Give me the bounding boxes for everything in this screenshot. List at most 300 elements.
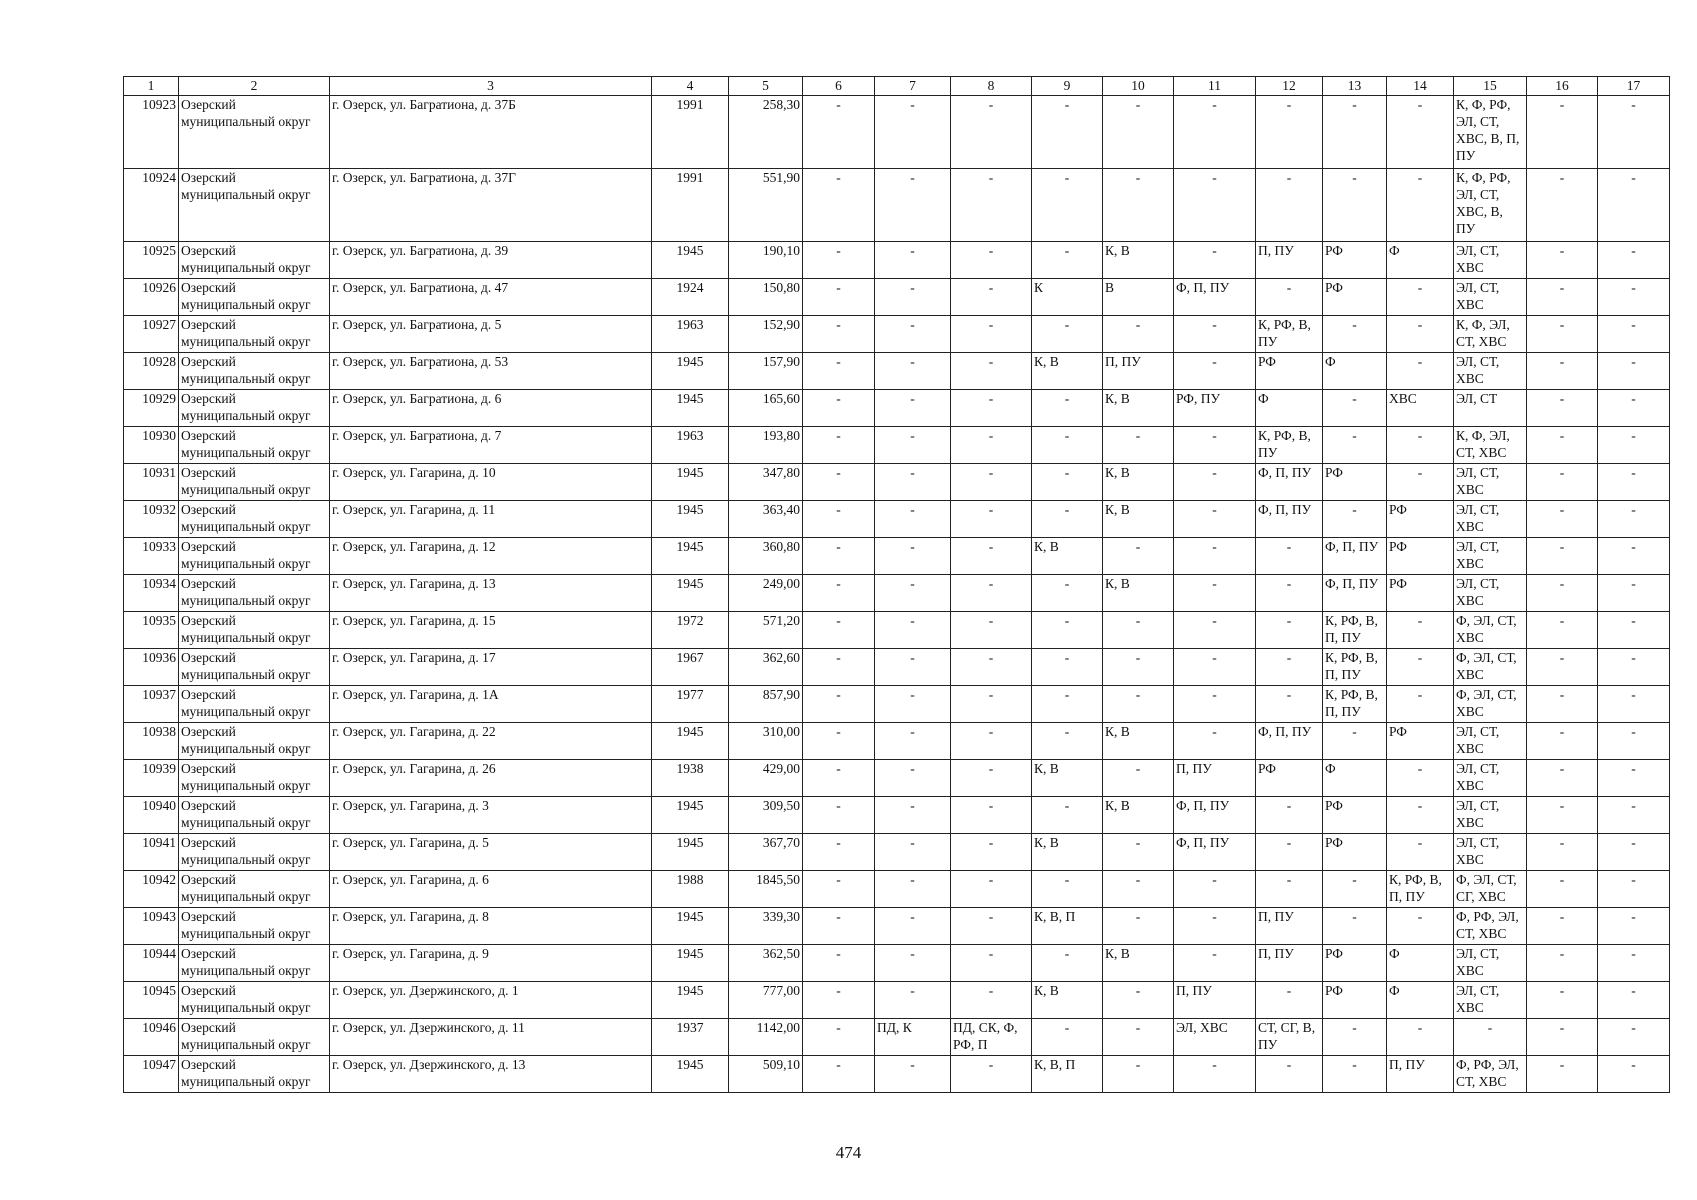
area-cell: 347,80 (729, 464, 803, 501)
area-cell: 165,60 (729, 390, 803, 427)
work-period-cell: - (1598, 908, 1670, 945)
address-cell: г. Озерск, ул. Багратиона, д. 7 (330, 427, 652, 464)
work-period-cell: - (1032, 575, 1103, 612)
work-period-cell: - (1174, 464, 1256, 501)
work-period-cell: Ф (1387, 945, 1454, 982)
work-period-cell: - (1256, 834, 1323, 871)
year-cell: 1977 (652, 686, 729, 723)
work-period-cell: - (951, 353, 1032, 390)
work-period-cell: - (1323, 908, 1387, 945)
work-period-cell: - (1527, 1019, 1598, 1056)
work-period-cell: - (1323, 96, 1387, 169)
table-row (124, 760, 1670, 797)
year-cell: 1938 (652, 760, 729, 797)
work-period-cell: - (1174, 612, 1256, 649)
work-period-cell: - (1598, 834, 1670, 871)
work-period-cell: - (1387, 169, 1454, 242)
work-period-cell: - (1598, 686, 1670, 723)
address-cell: г. Озерск, ул. Гагарина, д. 15 (330, 612, 652, 649)
area-cell: 150,80 (729, 279, 803, 316)
work-period-cell: - (1103, 612, 1174, 649)
table-row (124, 501, 1670, 538)
work-period-cell: - (951, 427, 1032, 464)
district-cell: Озерский муниципальный округ (179, 316, 330, 353)
table-header-row (124, 77, 1670, 96)
address-cell: г. Озерск, ул. Гагарина, д. 8 (330, 908, 652, 945)
work-period-cell: - (1323, 1056, 1387, 1093)
work-period-cell: - (1598, 538, 1670, 575)
work-period-cell: - (951, 464, 1032, 501)
work-period-cell: - (803, 612, 875, 649)
year-cell: 1991 (652, 96, 729, 169)
work-period-cell: - (1256, 575, 1323, 612)
address-cell: г. Озерск, ул. Дзержинского, д. 13 (330, 1056, 652, 1093)
table-row (124, 279, 1670, 316)
work-period-cell: - (1032, 501, 1103, 538)
row-number-cell: 10923 (124, 96, 179, 169)
district-cell: Озерский муниципальный округ (179, 871, 330, 908)
area-cell: 857,90 (729, 686, 803, 723)
work-period-cell: - (1527, 390, 1598, 427)
work-period-cell: К, В (1032, 353, 1103, 390)
work-period-cell: ХВС (1387, 390, 1454, 427)
work-period-cell: - (1256, 982, 1323, 1019)
work-period-cell: - (1103, 982, 1174, 1019)
work-period-cell: - (1103, 686, 1174, 723)
address-cell: г. Озерск, ул. Гагарина, д. 17 (330, 649, 652, 686)
year-cell: 1963 (652, 316, 729, 353)
work-period-cell: К, РФ, В, П, ПУ (1323, 686, 1387, 723)
row-number-cell: 10946 (124, 1019, 179, 1056)
row-number-cell: 10940 (124, 797, 179, 834)
work-period-cell: - (1174, 649, 1256, 686)
work-period-cell: - (875, 649, 951, 686)
work-period-cell: - (803, 1019, 875, 1056)
work-period-cell: - (1527, 834, 1598, 871)
work-period-cell: ЭЛ, СТ, ХВС (1454, 797, 1527, 834)
work-period-cell: - (1103, 316, 1174, 353)
work-period-cell: - (951, 390, 1032, 427)
work-period-cell: - (1454, 1019, 1527, 1056)
work-period-cell: - (1527, 945, 1598, 982)
work-period-cell: - (951, 686, 1032, 723)
address-cell: г. Озерск, ул. Багратиона, д. 37Б (330, 96, 652, 169)
column-header: 11 (1174, 77, 1256, 96)
work-period-cell: - (1598, 760, 1670, 797)
district-cell: Озерский муниципальный округ (179, 1019, 330, 1056)
work-period-cell: - (1387, 760, 1454, 797)
work-period-cell: - (1323, 427, 1387, 464)
work-period-cell: - (803, 686, 875, 723)
area-cell: 152,90 (729, 316, 803, 353)
table-row (124, 908, 1670, 945)
district-cell: Озерский муниципальный округ (179, 612, 330, 649)
work-period-cell: - (1323, 1019, 1387, 1056)
work-period-cell: - (951, 908, 1032, 945)
work-period-cell: - (1387, 353, 1454, 390)
district-cell: Озерский муниципальный округ (179, 242, 330, 279)
work-period-cell: П, ПУ (1174, 982, 1256, 1019)
work-period-cell: - (1103, 834, 1174, 871)
work-period-cell: П, ПУ (1256, 908, 1323, 945)
work-period-cell: - (803, 169, 875, 242)
work-period-cell: - (1032, 242, 1103, 279)
work-period-cell: - (803, 908, 875, 945)
work-period-cell: К, В (1032, 538, 1103, 575)
work-period-cell: РФ (1323, 464, 1387, 501)
table-row (124, 538, 1670, 575)
address-cell: г. Озерск, ул. Багратиона, д. 6 (330, 390, 652, 427)
district-cell: Озерский муниципальный округ (179, 797, 330, 834)
work-period-cell: Ф (1387, 982, 1454, 1019)
work-period-cell: - (1527, 760, 1598, 797)
address-cell: г. Озерск, ул. Гагарина, д. 12 (330, 538, 652, 575)
work-period-cell: Ф, РФ, ЭЛ, СТ, ХВС (1454, 1056, 1527, 1093)
work-period-cell: - (1256, 1056, 1323, 1093)
work-period-cell: Ф, П, ПУ (1323, 575, 1387, 612)
work-period-cell: - (875, 686, 951, 723)
column-header: 10 (1103, 77, 1174, 96)
work-period-cell: К (1032, 279, 1103, 316)
work-period-cell: - (1387, 797, 1454, 834)
work-period-cell: - (1598, 501, 1670, 538)
year-cell: 1945 (652, 353, 729, 390)
year-cell: 1945 (652, 538, 729, 575)
work-period-cell: Ф, П, ПУ (1256, 723, 1323, 760)
area-cell: 1142,00 (729, 1019, 803, 1056)
year-cell: 1991 (652, 169, 729, 242)
work-period-cell: - (1387, 316, 1454, 353)
district-cell: Озерский муниципальный округ (179, 501, 330, 538)
work-period-cell: П, ПУ (1256, 945, 1323, 982)
district-cell: Озерский муниципальный округ (179, 908, 330, 945)
column-header: 1 (124, 77, 179, 96)
area-cell: 193,80 (729, 427, 803, 464)
work-period-cell: - (1527, 649, 1598, 686)
row-number-cell: 10930 (124, 427, 179, 464)
work-period-cell: ЭЛ, СТ, ХВС (1454, 353, 1527, 390)
column-header: 12 (1256, 77, 1323, 96)
district-cell: Озерский муниципальный округ (179, 279, 330, 316)
year-cell: 1945 (652, 501, 729, 538)
work-period-cell: - (951, 1056, 1032, 1093)
district-cell: Озерский муниципальный округ (179, 649, 330, 686)
work-period-cell: К, РФ, В, ПУ (1256, 427, 1323, 464)
area-cell: 310,00 (729, 723, 803, 760)
work-period-cell: К, В (1103, 464, 1174, 501)
work-period-cell: ЭЛ, СТ, ХВС (1454, 464, 1527, 501)
work-period-cell: РФ (1387, 538, 1454, 575)
work-period-cell: - (1598, 797, 1670, 834)
work-period-cell: К, В (1032, 834, 1103, 871)
district-cell: Озерский муниципальный округ (179, 538, 330, 575)
work-period-cell: К, РФ, В, П, ПУ (1323, 612, 1387, 649)
work-period-cell: Ф, П, ПУ (1174, 834, 1256, 871)
year-cell: 1988 (652, 871, 729, 908)
work-period-cell: - (1527, 242, 1598, 279)
work-period-cell: - (1103, 169, 1174, 242)
work-period-cell: РФ (1256, 760, 1323, 797)
work-period-cell: - (875, 723, 951, 760)
work-period-cell: - (1032, 169, 1103, 242)
work-period-cell: - (803, 353, 875, 390)
work-period-cell: - (1256, 612, 1323, 649)
column-header: 16 (1527, 77, 1598, 96)
work-period-cell: - (875, 538, 951, 575)
work-period-cell: В (1103, 279, 1174, 316)
work-period-cell: ЭЛ, СТ, ХВС (1454, 723, 1527, 760)
table-row (124, 982, 1670, 1019)
work-period-cell: - (1103, 96, 1174, 169)
work-period-cell: - (875, 316, 951, 353)
work-period-cell: - (1032, 316, 1103, 353)
work-period-cell: - (951, 279, 1032, 316)
district-cell: Озерский муниципальный округ (179, 169, 330, 242)
work-period-cell: - (951, 169, 1032, 242)
work-period-cell: Ф (1323, 760, 1387, 797)
work-period-cell: - (875, 96, 951, 169)
column-header: 8 (951, 77, 1032, 96)
work-period-cell: - (1323, 723, 1387, 760)
work-period-cell: Ф, П, ПУ (1174, 279, 1256, 316)
work-period-cell: - (1032, 390, 1103, 427)
table-row (124, 797, 1670, 834)
work-period-cell: - (1387, 96, 1454, 169)
work-period-cell: - (1256, 96, 1323, 169)
row-number-cell: 10932 (124, 501, 179, 538)
work-period-cell: - (1387, 427, 1454, 464)
table-row (124, 242, 1670, 279)
work-period-cell: ЭЛ, СТ, ХВС (1454, 982, 1527, 1019)
work-period-cell: - (875, 390, 951, 427)
year-cell: 1945 (652, 575, 729, 612)
work-period-cell: - (1103, 871, 1174, 908)
work-period-cell: П, ПУ (1387, 1056, 1454, 1093)
column-header: 15 (1454, 77, 1527, 96)
work-period-cell: - (1527, 169, 1598, 242)
work-period-cell: - (1174, 169, 1256, 242)
work-period-cell: - (1256, 871, 1323, 908)
work-period-cell: - (803, 575, 875, 612)
work-period-cell: ЭЛ, СТ, ХВС (1454, 834, 1527, 871)
work-period-cell: П, ПУ (1174, 760, 1256, 797)
work-period-cell: - (803, 501, 875, 538)
work-period-cell: Ф, РФ, ЭЛ, СТ, ХВС (1454, 908, 1527, 945)
table-row (124, 464, 1670, 501)
work-period-cell: - (1387, 649, 1454, 686)
work-period-cell: - (1527, 797, 1598, 834)
address-cell: г. Озерск, ул. Багратиона, д. 53 (330, 353, 652, 390)
work-period-cell: - (951, 723, 1032, 760)
row-number-cell: 10941 (124, 834, 179, 871)
work-period-cell: - (1527, 871, 1598, 908)
district-cell: Озерский муниципальный округ (179, 834, 330, 871)
district-cell: Озерский муниципальный округ (179, 1056, 330, 1093)
district-cell: Озерский муниципальный округ (179, 760, 330, 797)
work-period-cell: - (803, 834, 875, 871)
work-period-cell: - (875, 464, 951, 501)
work-period-cell: - (1598, 169, 1670, 242)
address-cell: г. Озерск, ул. Багратиона, д. 5 (330, 316, 652, 353)
work-period-cell: РФ (1323, 945, 1387, 982)
work-period-cell: - (875, 982, 951, 1019)
table-row (124, 575, 1670, 612)
district-cell: Озерский муниципальный округ (179, 96, 330, 169)
area-cell: 362,60 (729, 649, 803, 686)
work-period-cell: К, В (1103, 390, 1174, 427)
column-header: 2 (179, 77, 330, 96)
work-period-cell: - (803, 464, 875, 501)
area-cell: 362,50 (729, 945, 803, 982)
row-number-cell: 10931 (124, 464, 179, 501)
work-period-cell: Ф (1256, 390, 1323, 427)
address-cell: г. Озерск, ул. Гагарина, д. 13 (330, 575, 652, 612)
work-period-cell: - (875, 575, 951, 612)
work-period-cell: - (1174, 427, 1256, 464)
work-period-cell: РФ (1256, 353, 1323, 390)
year-cell: 1945 (652, 945, 729, 982)
work-period-cell: Ф, П, ПУ (1256, 464, 1323, 501)
work-period-cell: - (1387, 908, 1454, 945)
table-row (124, 427, 1670, 464)
row-number-cell: 10924 (124, 169, 179, 242)
table-row (124, 353, 1670, 390)
work-period-cell: ЭЛ, СТ, ХВС (1454, 501, 1527, 538)
address-cell: г. Озерск, ул. Гагарина, д. 22 (330, 723, 652, 760)
work-period-cell: - (803, 797, 875, 834)
work-period-cell: - (1103, 427, 1174, 464)
work-period-cell: - (1032, 1019, 1103, 1056)
table-row (124, 96, 1670, 169)
work-period-cell: ЭЛ, СТ, ХВС (1454, 945, 1527, 982)
work-period-cell: - (1527, 612, 1598, 649)
table-body (124, 96, 1670, 1093)
work-period-cell: К, В (1103, 501, 1174, 538)
work-period-cell: - (1032, 797, 1103, 834)
table-row (124, 686, 1670, 723)
work-period-cell: - (1256, 686, 1323, 723)
work-period-cell: - (1174, 575, 1256, 612)
work-period-cell: - (1174, 538, 1256, 575)
work-period-cell: - (803, 1056, 875, 1093)
work-period-cell: - (803, 279, 875, 316)
work-period-cell: - (1174, 1056, 1256, 1093)
work-period-cell: Ф, ЭЛ, СТ, СГ, ХВС (1454, 871, 1527, 908)
work-period-cell: - (1387, 612, 1454, 649)
work-period-cell: РФ (1323, 834, 1387, 871)
column-header: 7 (875, 77, 951, 96)
work-period-cell: К, Ф, РФ, ЭЛ, СТ, ХВС, В, ПУ (1454, 169, 1527, 242)
year-cell: 1945 (652, 1056, 729, 1093)
work-period-cell: РФ (1323, 279, 1387, 316)
area-cell: 429,00 (729, 760, 803, 797)
work-period-cell: ЭЛ, СТ, ХВС (1454, 760, 1527, 797)
column-header: 4 (652, 77, 729, 96)
work-period-cell: П, ПУ (1256, 242, 1323, 279)
area-cell: 551,90 (729, 169, 803, 242)
work-period-cell: Ф, П, ПУ (1323, 538, 1387, 575)
work-period-cell: - (1256, 279, 1323, 316)
work-period-cell: К, В (1103, 797, 1174, 834)
work-period-cell: - (1323, 390, 1387, 427)
year-cell: 1945 (652, 797, 729, 834)
address-cell: г. Озерск, ул. Дзержинского, д. 11 (330, 1019, 652, 1056)
work-period-cell: К, В (1032, 760, 1103, 797)
table-row (124, 871, 1670, 908)
row-number-cell: 10928 (124, 353, 179, 390)
work-period-cell: К, РФ, В, П, ПУ (1387, 871, 1454, 908)
work-period-cell: - (1598, 464, 1670, 501)
work-period-cell: - (1527, 501, 1598, 538)
work-period-cell: - (1103, 538, 1174, 575)
year-cell: 1945 (652, 723, 729, 760)
year-cell: 1945 (652, 464, 729, 501)
area-cell: 157,90 (729, 353, 803, 390)
work-period-cell: - (1174, 242, 1256, 279)
work-period-cell: ЭЛ, СТ, ХВС (1454, 279, 1527, 316)
work-period-cell: - (803, 723, 875, 760)
work-period-cell: - (1103, 908, 1174, 945)
work-period-cell: - (875, 169, 951, 242)
area-cell: 571,20 (729, 612, 803, 649)
year-cell: 1945 (652, 390, 729, 427)
work-period-cell: - (875, 908, 951, 945)
district-cell: Озерский муниципальный округ (179, 390, 330, 427)
work-period-cell: Ф, ЭЛ, СТ, ХВС (1454, 612, 1527, 649)
work-period-cell: - (1032, 612, 1103, 649)
table-row (124, 169, 1670, 242)
year-cell: 1924 (652, 279, 729, 316)
work-period-cell: ПД, СК, Ф, РФ, П (951, 1019, 1032, 1056)
column-header: 17 (1598, 77, 1670, 96)
work-period-cell: - (1256, 649, 1323, 686)
work-period-cell: - (1032, 464, 1103, 501)
work-period-cell: ЭЛ, СТ (1454, 390, 1527, 427)
work-period-cell: - (1323, 316, 1387, 353)
work-period-cell: - (1323, 501, 1387, 538)
work-period-cell: - (951, 501, 1032, 538)
column-header: 5 (729, 77, 803, 96)
work-period-cell: К, Ф, РФ, ЭЛ, СТ, ХВС, В, П, ПУ (1454, 96, 1527, 169)
district-cell: Озерский муниципальный округ (179, 464, 330, 501)
work-period-cell: К, В, П (1032, 1056, 1103, 1093)
row-number-cell: 10944 (124, 945, 179, 982)
work-period-cell: - (1527, 279, 1598, 316)
address-cell: г. Озерск, ул. Гагарина, д. 5 (330, 834, 652, 871)
row-number-cell: 10936 (124, 649, 179, 686)
work-period-cell: - (1032, 871, 1103, 908)
work-period-cell: - (875, 279, 951, 316)
address-cell: г. Озерск, ул. Багратиона, д. 37Г (330, 169, 652, 242)
work-period-cell: - (875, 242, 951, 279)
table-row (124, 316, 1670, 353)
work-period-cell: - (1527, 427, 1598, 464)
work-period-cell: - (1174, 723, 1256, 760)
row-number-cell: 10925 (124, 242, 179, 279)
work-period-cell: - (875, 945, 951, 982)
work-period-cell: - (1598, 353, 1670, 390)
work-period-cell: - (803, 427, 875, 464)
column-header: 9 (1032, 77, 1103, 96)
district-cell: Озерский муниципальный округ (179, 945, 330, 982)
work-period-cell: РФ (1387, 501, 1454, 538)
work-period-cell: - (803, 96, 875, 169)
address-cell: г. Озерск, ул. Гагарина, д. 3 (330, 797, 652, 834)
row-number-cell: 10927 (124, 316, 179, 353)
table-row (124, 612, 1670, 649)
work-period-cell: - (1598, 871, 1670, 908)
work-period-cell: К, В (1103, 723, 1174, 760)
